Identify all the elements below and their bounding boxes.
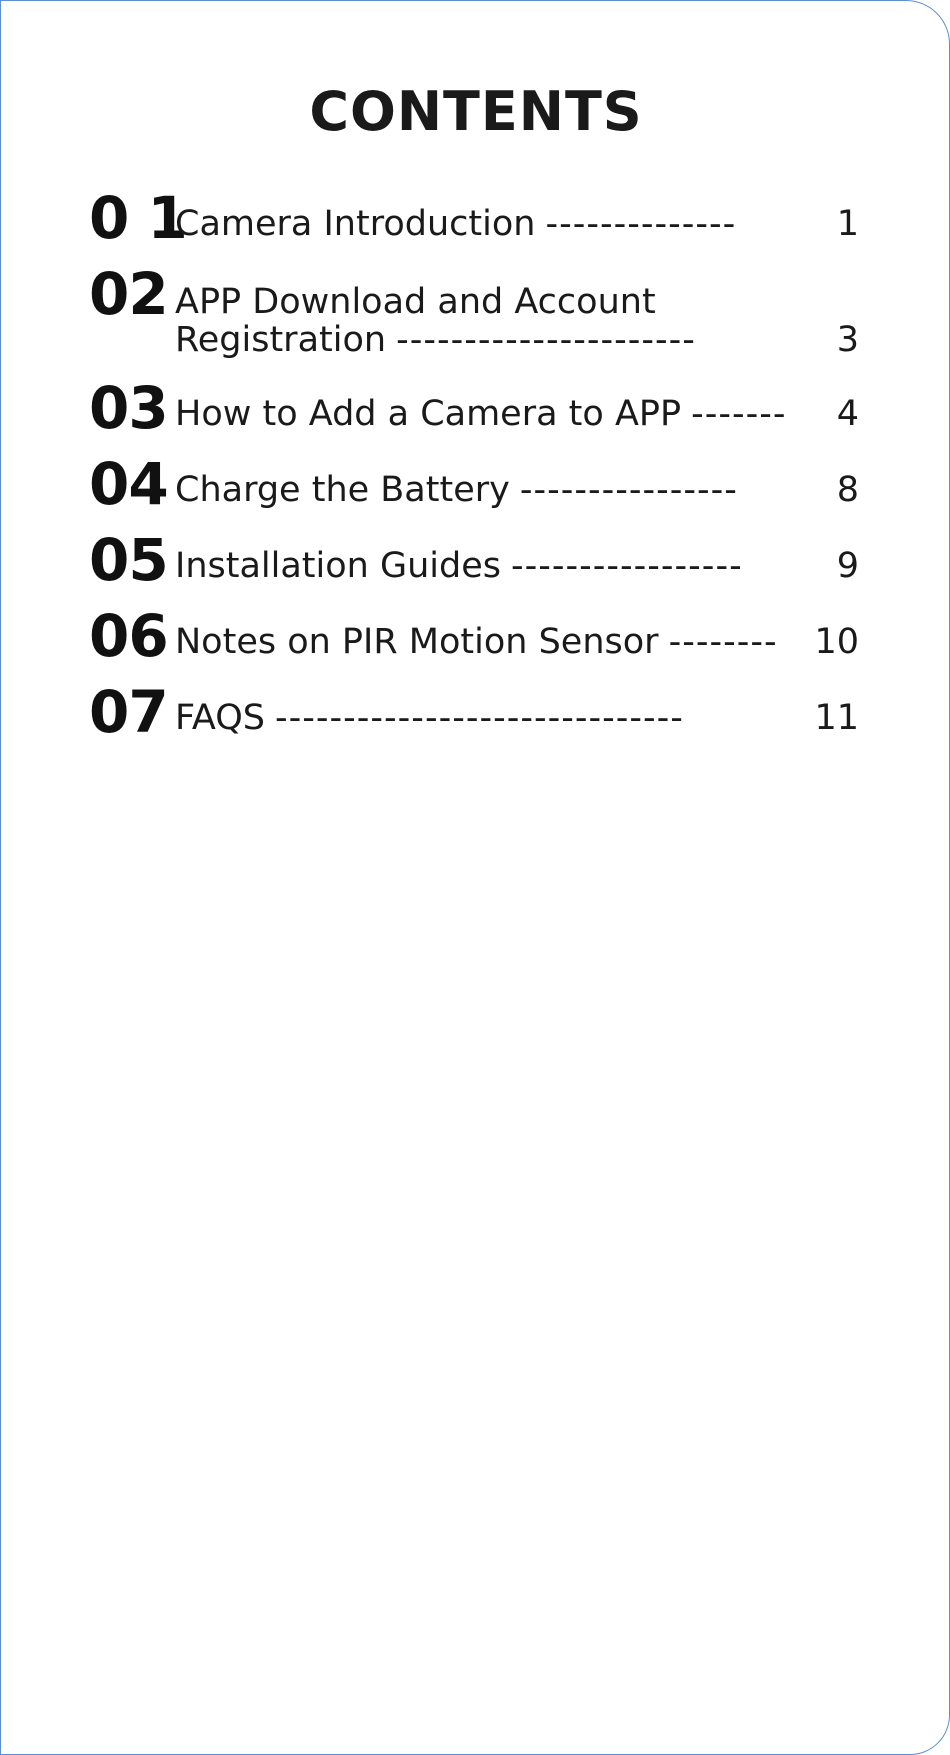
toc-title: Registration bbox=[175, 320, 387, 360]
toc-title: Notes on PIR Motion Sensor bbox=[175, 622, 659, 662]
toc-page-number: 8 bbox=[836, 470, 859, 510]
toc-line bbox=[175, 622, 859, 662]
toc-number: 07 bbox=[89, 678, 168, 746]
toc-leader: -------- bbox=[668, 625, 778, 660]
toc-line bbox=[175, 698, 859, 738]
toc-number: 06 bbox=[89, 602, 168, 670]
toc-line bbox=[175, 470, 859, 510]
toc-line bbox=[175, 204, 859, 244]
toc-page-number: 10 bbox=[814, 622, 859, 662]
toc-title-line-1: APP Download and Account bbox=[175, 282, 656, 322]
toc-number: 03 bbox=[89, 374, 168, 442]
toc-number: 0 1 bbox=[89, 184, 187, 252]
toc-line bbox=[175, 394, 859, 434]
contents-title: CONTENTS bbox=[309, 80, 643, 143]
toc-leader: ---------------- bbox=[519, 473, 738, 508]
toc-page-number: 3 bbox=[836, 320, 859, 360]
toc-title: Installation Guides bbox=[175, 546, 501, 586]
toc-title: FAQS bbox=[175, 698, 266, 738]
toc-title: Charge the Battery bbox=[175, 470, 510, 510]
toc-title: Camera Introduction bbox=[175, 204, 536, 244]
toc-title: How to Add a Camera to APP bbox=[175, 394, 682, 434]
toc-leader: ----------------- bbox=[511, 549, 743, 584]
toc-page-number: 9 bbox=[836, 546, 859, 586]
toc-line bbox=[175, 320, 859, 360]
toc-number: 04 bbox=[89, 450, 168, 518]
toc-page-number: 1 bbox=[836, 204, 859, 244]
toc-leader: ---------------------- bbox=[396, 323, 696, 358]
toc-number: 02 bbox=[89, 260, 168, 328]
toc-leader: -------------- bbox=[545, 207, 737, 242]
toc-page-number: 4 bbox=[836, 394, 859, 434]
toc-leader: ------- bbox=[691, 397, 787, 432]
toc-leader: ------------------------------ bbox=[275, 701, 684, 736]
toc-number: 05 bbox=[89, 526, 168, 594]
toc-line bbox=[175, 546, 859, 586]
toc-page-number: 11 bbox=[814, 698, 859, 738]
